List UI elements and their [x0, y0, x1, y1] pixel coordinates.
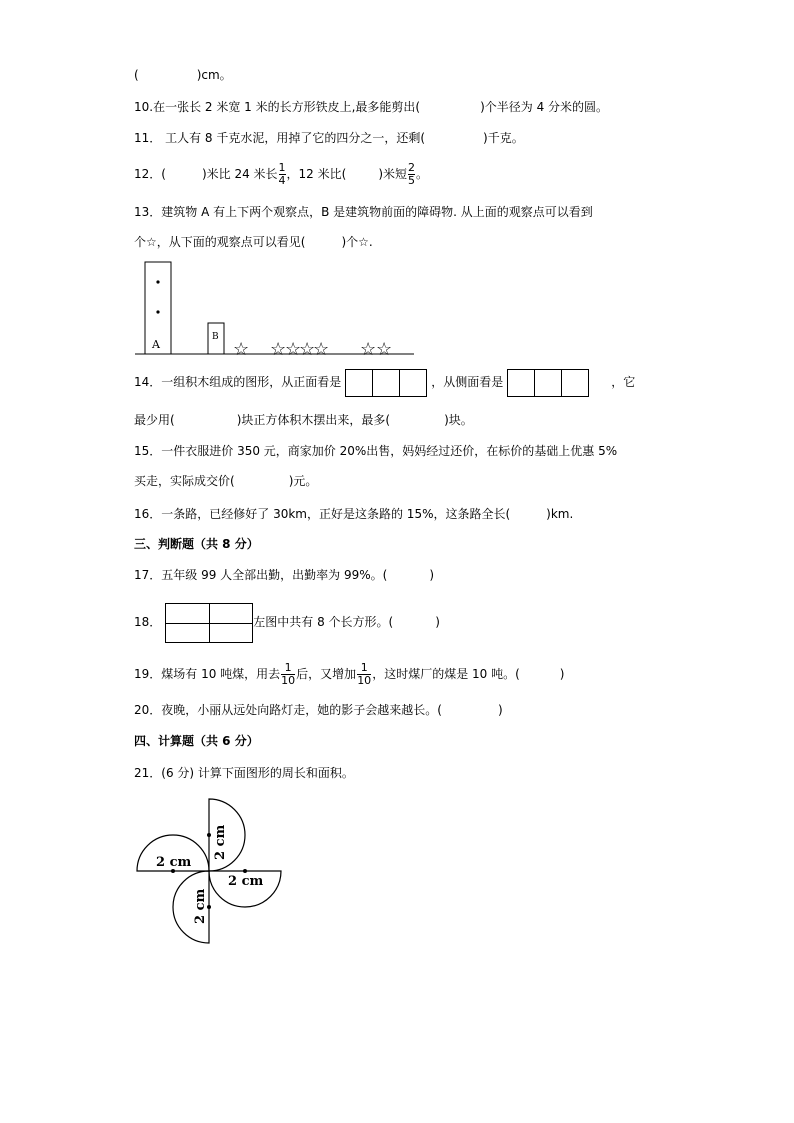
fraction-denominator: 10 — [357, 674, 372, 687]
obstacle-b-label: B — [212, 332, 219, 342]
q18-text: 左图中共有 8 个长方形。( — [253, 615, 394, 629]
q14-text-3: ，它 — [611, 375, 636, 389]
star-icon: ☆ — [360, 339, 377, 360]
star-icon: ☆ — [376, 339, 393, 360]
question-21: 21．(6 分) 计算下面图形的周长和面积。 — [134, 766, 354, 780]
q13-text-pre: 个☆，从下面的观察点可以看见( — [134, 235, 306, 249]
question-15-line-2 — [134, 472, 317, 490]
q12-text-5: 。 — [416, 167, 429, 181]
q14-text-1: 14．一组积木组成的图形，从正面看是 — [134, 375, 342, 389]
q15-text-post: )元。 — [288, 474, 318, 488]
radius-label-right: 2 cm — [228, 874, 264, 889]
lower-observation-point — [156, 310, 159, 313]
star-icon: ☆ — [233, 339, 250, 360]
q12-text-3: ，12 米比( — [286, 167, 347, 181]
star-icon: ☆ — [270, 339, 287, 360]
star-icon: ☆ — [285, 339, 302, 360]
fraction-numerator: 2 — [408, 161, 416, 174]
q16-text-pre: 16．一条路，已经修好了 30km，正好是这条路的 15%，这条路全长( — [134, 507, 511, 521]
center-dot-top — [207, 833, 211, 837]
fraction-numerator: 1 — [360, 661, 368, 674]
q12-text-2: )米比 24 米长 — [201, 167, 278, 181]
q10-text-pre: 10.在一张长 2 米宽 1 米的长方形铁皮上,最多能剪出( — [134, 100, 421, 114]
question-12 — [134, 158, 428, 190]
q17-text: 17．五年级 99 人全部出勤，出勤率为 99%。( — [134, 568, 388, 582]
question-13-line-2 — [134, 233, 373, 251]
question-19 — [134, 656, 564, 692]
radius-label-left: 2 cm — [156, 855, 192, 870]
q20-close: ) — [497, 703, 503, 717]
q17-close: ) — [429, 568, 435, 582]
q18-rectangle-figure — [165, 603, 253, 643]
question-11 — [134, 129, 524, 147]
section-4-heading: 四、计算题（共 6 分） — [134, 734, 259, 748]
q11-text-pre: 11． 工人有 8 千克水泥，用掉了它的四分之一，还剩( — [134, 131, 426, 145]
q19-close: ) — [559, 667, 565, 681]
q9-close: )cm。 — [196, 68, 232, 82]
side-view-blocks — [507, 369, 589, 397]
front-view-blocks — [345, 369, 427, 397]
q12-fraction-1 — [279, 162, 286, 187]
q15-text-pre: 买走，实际成交价( — [134, 474, 235, 488]
q21-semicircle-pinwheel — [130, 792, 290, 952]
center-dot-right — [243, 869, 247, 873]
question-14-line-1 — [134, 366, 635, 398]
question-14-line-2 — [134, 411, 473, 429]
question-20 — [134, 701, 503, 719]
question-13-line-1: 13．建筑物 A 有上下两个观察点，B 是建筑物前面的障碍物. 从上面的观察点可以看到 — [134, 205, 593, 219]
question-17 — [134, 566, 434, 584]
q11-text-post: )千克。 — [483, 131, 524, 145]
q12-fraction-2 — [408, 162, 415, 187]
q10-text-post: )个半径为 4 分米的圆。 — [480, 100, 609, 114]
q14-text-4: 最少用( — [134, 413, 175, 427]
q19-text-3: ，这时煤厂的煤是 10 吨。( — [372, 667, 520, 681]
question-18 — [134, 602, 440, 643]
building-a-label: A — [152, 338, 160, 351]
q20-text: 20．夜晚，小丽从远处向路灯走，她的影子会越来越长。( — [134, 703, 442, 717]
q19-text-1: 19．煤场有 10 吨煤，用去 — [134, 667, 281, 681]
q14-text-2: ，从侧面看是 — [431, 375, 504, 389]
star-icon: ☆ — [313, 339, 330, 360]
radius-label-top: 2 cm — [213, 824, 228, 860]
star-icon: ☆ — [299, 339, 316, 360]
q12-text-1: 12．( — [134, 167, 166, 181]
q14-text-6: )块。 — [444, 413, 473, 427]
upper-observation-point — [156, 280, 159, 283]
q18-close: ) — [435, 615, 440, 629]
q18-number: 18． — [134, 615, 162, 629]
q13-text-post: )个☆. — [341, 235, 373, 249]
q14-text-5: )块正方体积木摆出来，最多( — [236, 413, 391, 427]
fraction-denominator: 10 — [281, 674, 296, 687]
question-10 — [134, 98, 608, 116]
q16-text-post: )km. — [546, 507, 574, 521]
q19-fraction-1 — [281, 662, 295, 687]
q13-building-figure — [128, 255, 428, 365]
fraction-numerator: 1 — [278, 161, 286, 174]
question-16 — [134, 505, 573, 523]
q19-fraction-2 — [357, 662, 371, 687]
q9-tail — [134, 66, 232, 84]
question-15-line-1: 15．一件衣服进价 350 元，商家加价 20%出售，妈妈经过还价，在标价的基础上优惠 5% — [134, 444, 618, 458]
fraction-numerator: 1 — [284, 661, 292, 674]
fraction-denominator: 5 — [408, 174, 416, 187]
q9-open: ( — [134, 68, 139, 82]
q19-text-2: 后，又增加 — [296, 667, 357, 681]
q12-text-4: )米短 — [378, 167, 408, 181]
section-3-heading: 三、判断题（共 8 分） — [134, 537, 259, 551]
radius-label-bottom: 2 cm — [193, 888, 208, 924]
fraction-denominator: 4 — [278, 174, 286, 187]
